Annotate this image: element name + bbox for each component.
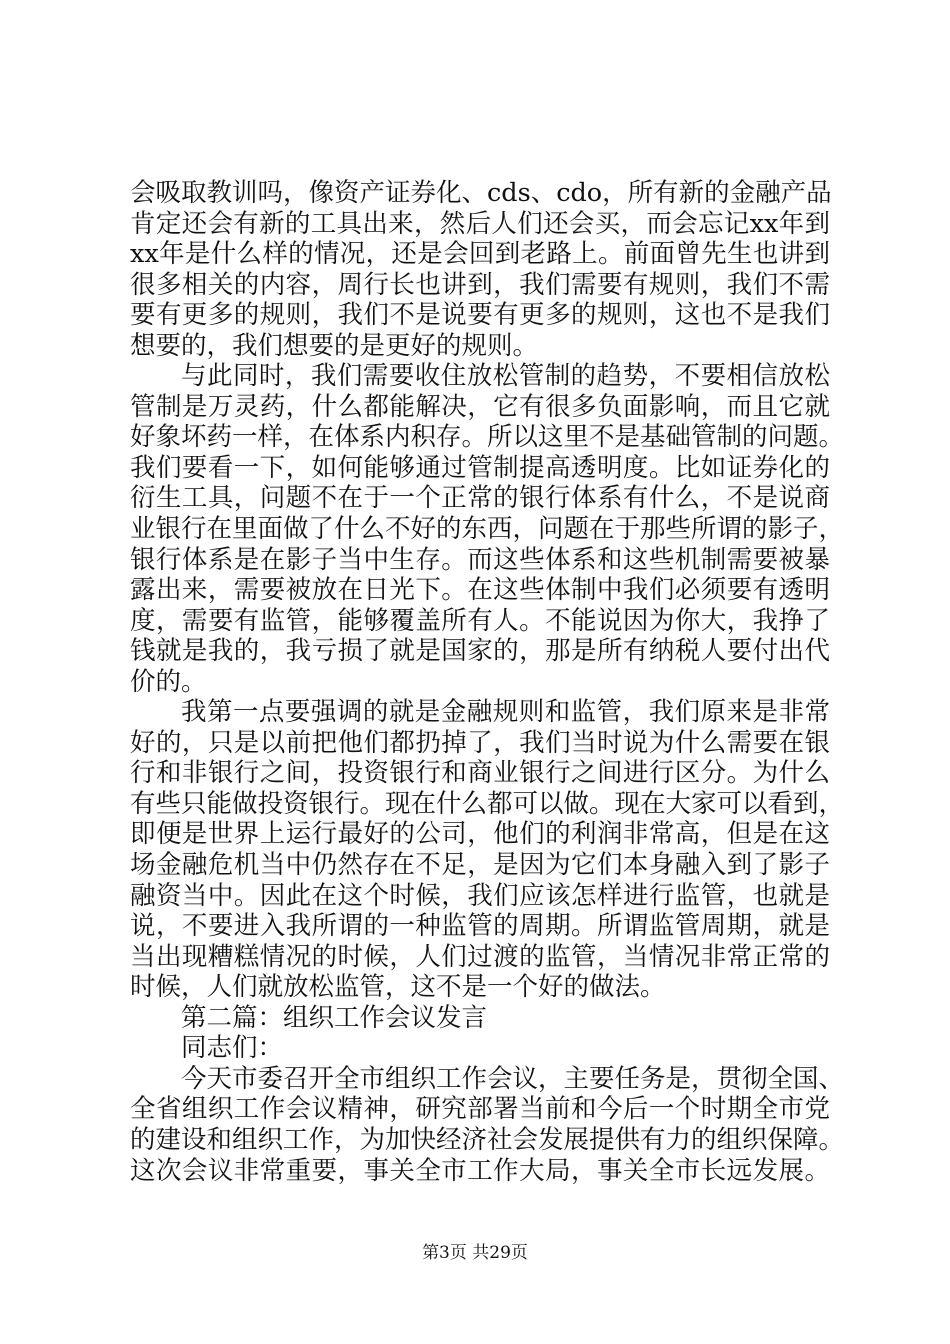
document-body (130, 178, 845, 1186)
text-line: 我们要看一下，如何能够通过管制提高透明度。比如证券化的 (130, 452, 830, 483)
text-line: 好象坏药一样，在体系内积存。所以这里不是基础管制的问题。 (130, 422, 845, 453)
text-line: 的建设和组织工作，为加快经济社会发展提供有力的组织保障。 (130, 1124, 845, 1155)
text-line: 有些只能做投资银行。现在什么都可以做。现在大家可以看到， (130, 788, 845, 819)
text-line: 价的。 (130, 666, 207, 697)
text-line: 想要的，我们想要的是更好的规则。 (130, 330, 539, 361)
text-line: 肯定还会有新的工具出来，然后人们还会买，而会忘记xx年到 (130, 208, 830, 239)
text-line: 融资当中。因此在这个时候，我们应该怎样进行监管，也就是 (130, 880, 830, 911)
text-line: 当出现糟糕情况的时候，人们过渡的监管，当情况非常正常的 (130, 941, 830, 972)
text-line: 同志们： (181, 1033, 284, 1064)
text-line: 会吸取教训吗，像资产证券化、cds、cdo，所有新的金融产品 (130, 178, 832, 208)
text-line: 银行体系是在影子当中生存。而这些体系和这些机制需要被暴 (130, 544, 830, 575)
text-line: 说，不要进入我所谓的一种监管的周期。所谓监管周期，就是 (130, 911, 830, 942)
text-line: 这次会议非常重要，事关全市工作大局，事关全市长远发展。 (130, 1155, 830, 1186)
text-line: 要有更多的规则，我们不是说要有更多的规则，这也不是我们 (130, 300, 830, 331)
text-line: 与此同时，我们需要收住放松管制的趋势，不要相信放松 (181, 361, 830, 392)
text-line: 好的，只是以前把他们都扔掉了，我们当时说为什么需要在银 (130, 727, 830, 758)
text-line: 管制是万灵药，什么都能解决，它有很多负面影响，而且它就 (130, 391, 830, 422)
text-line: 第二篇：组织工作会议发言 (181, 1002, 488, 1033)
text-line: 行和非银行之间，投资银行和商业银行之间进行区分。为什么 (130, 758, 830, 789)
text-line: 全省组织工作会议精神，研究部署当前和今后一个时期全市党 (130, 1094, 830, 1125)
text-line: 业银行在里面做了什么不好的东西，问题在于那些所谓的影子， (130, 514, 845, 545)
text-line: 时候，人们就放松监管，这不是一个好的做法。 (130, 972, 666, 1003)
text-line: 度，需要有监管，能够覆盖所有人。不能说因为你大，我挣了 (130, 605, 830, 636)
text-line: 钱就是我的，我亏损了就是国家的，那是所有纳税人要付出代 (130, 636, 830, 667)
text-line: 场金融危机当中仍然存在不足，是因为它们本身融入到了影子 (130, 850, 830, 881)
text-line: 今天市委召开全市组织工作会议，主要任务是，贯彻全国、 (181, 1063, 845, 1094)
text-line: 露出来，需要被放在日光下。在这些体制中我们必须要有透明 (130, 575, 830, 606)
text-line: 衍生工具，问题不在于一个正常的银行体系有什么，不是说商 (130, 483, 830, 514)
page-number-label: 第3页 共29页 (422, 1243, 528, 1263)
page-footer (0, 1242, 950, 1264)
text-line: 即便是世界上运行最好的公司，他们的利润非常高，但是在这 (130, 819, 830, 850)
text-line: 我第一点要强调的就是金融规则和监管，我们原来是非常 (181, 697, 830, 728)
text-line: 很多相关的内容，周行长也讲到，我们需要有规则，我们不需 (130, 269, 830, 300)
text-line: xx年是什么样的情况，还是会回到老路上。前面曾先生也讲到 (130, 239, 830, 270)
